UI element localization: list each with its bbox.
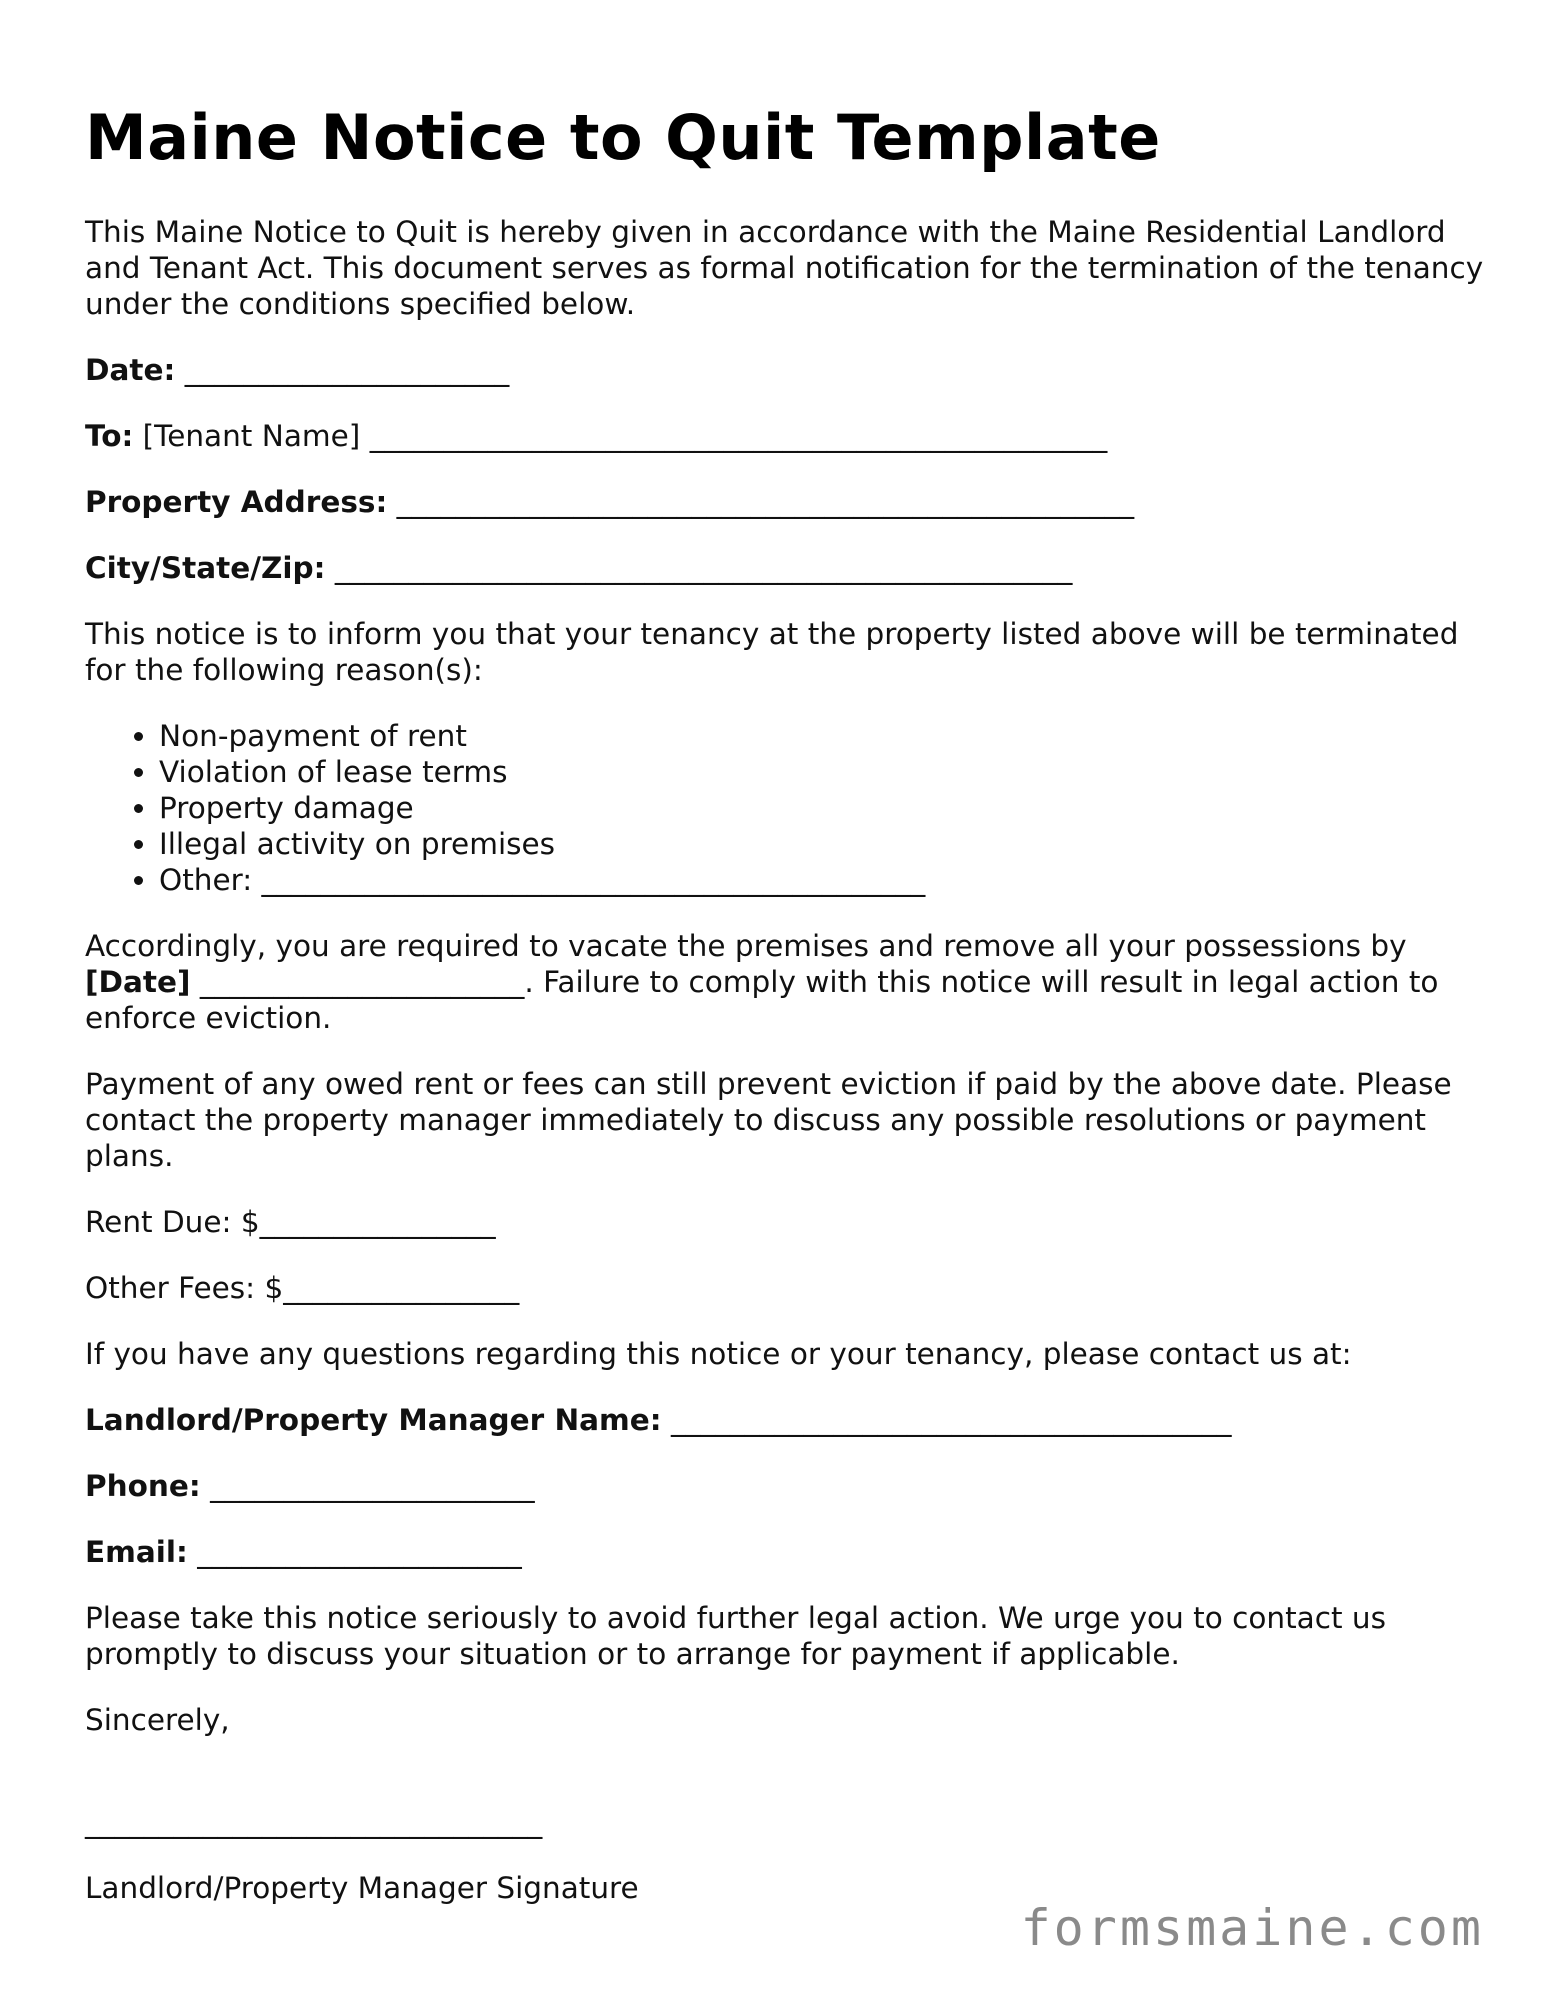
vacate-text-end: . Failure to comply with this notice will result in legal action to enforce eviction.	[85, 965, 1439, 1035]
document-title: Maine Notice to Quit Template	[85, 101, 1161, 174]
property-address-field	[85, 484, 1485, 520]
vacate-date-blank: ______________________	[190, 965, 525, 999]
date-blank: ______________________	[184, 353, 510, 387]
phone-field	[85, 1468, 1485, 1504]
vacate-date-label: [Date]	[85, 965, 191, 999]
tenant-name-placeholder: [Tenant Name]	[142, 419, 361, 453]
other-fees-field: Other Fees: $________________	[85, 1271, 520, 1305]
vacate-text-start: Accordingly, you are required to vacate the premises and remove all your possessions by	[85, 929, 1407, 963]
signature-caption: Landlord/Property Manager Signature	[85, 1871, 639, 1905]
manager-name-label: Landlord/Property Manager Name:	[85, 1403, 662, 1437]
to-field	[85, 418, 1485, 454]
phone-blank: ______________________	[210, 1469, 535, 1503]
list-item: • Non-payment of rent	[159, 718, 1485, 754]
document-page	[85, 100, 1485, 1936]
list-item: • Illegal activity on premises	[159, 826, 1485, 862]
date-field	[85, 352, 1485, 388]
rent-due-field: Rent Due: $________________	[85, 1205, 496, 1239]
contact-intro: If you have any questions regarding this notice or your tenancy, please contact us at:	[85, 1337, 1352, 1371]
email-blank: ______________________	[197, 1535, 522, 1569]
list-item: • Violation of lease terms	[159, 754, 1485, 790]
city-state-zip-blank: __________________________________________________	[334, 551, 1073, 585]
reasons-intro: This notice is to inform you that your tenancy at the property listed above will be terminated for the following reason(s):	[85, 617, 1459, 687]
to-label: To:	[85, 419, 134, 453]
phone-label: Phone:	[85, 1469, 201, 1503]
city-state-zip-field	[85, 550, 1485, 586]
property-address-blank: __________________________________________________	[396, 485, 1135, 519]
payment-paragraph: Payment of any owed rent or fees can still prevent eviction if paid by the above date. Please contact the property manager immediately to discuss any possible resolutions or payment plans.	[85, 1067, 1452, 1173]
reasons-list	[85, 718, 1485, 898]
manager-name-field	[85, 1402, 1485, 1438]
list-item: • Property damage	[159, 790, 1485, 826]
list-item: • Other: _____________________________________________	[159, 862, 1485, 898]
watermark-logo: formsmaine.com	[1020, 1899, 1484, 1957]
city-state-zip-label: City/State/Zip:	[85, 551, 326, 585]
tenant-name-blank: __________________________________________________	[369, 419, 1108, 453]
vacate-paragraph	[85, 928, 1485, 1036]
manager-name-blank: ______________________________________	[671, 1403, 1232, 1437]
sincerely-text: Sincerely,	[85, 1703, 230, 1737]
intro-paragraph: This Maine Notice to Quit is hereby given in accordance with the Maine Residential Landlord and Tenant Act. This document serves as formal notification for the termination of the tenancy under the conditions specified below.	[85, 215, 1484, 321]
property-address-label: Property Address:	[85, 485, 388, 519]
signature-line: _______________________________	[85, 1805, 543, 1839]
email-field	[85, 1534, 1485, 1570]
closing-paragraph: Please take this notice seriously to avoid further legal action. We urge you to contact us promptly to discuss your situation or to arrange for payment if applicable.	[85, 1601, 1386, 1671]
date-label: Date:	[85, 353, 176, 387]
email-label: Email:	[85, 1535, 188, 1569]
